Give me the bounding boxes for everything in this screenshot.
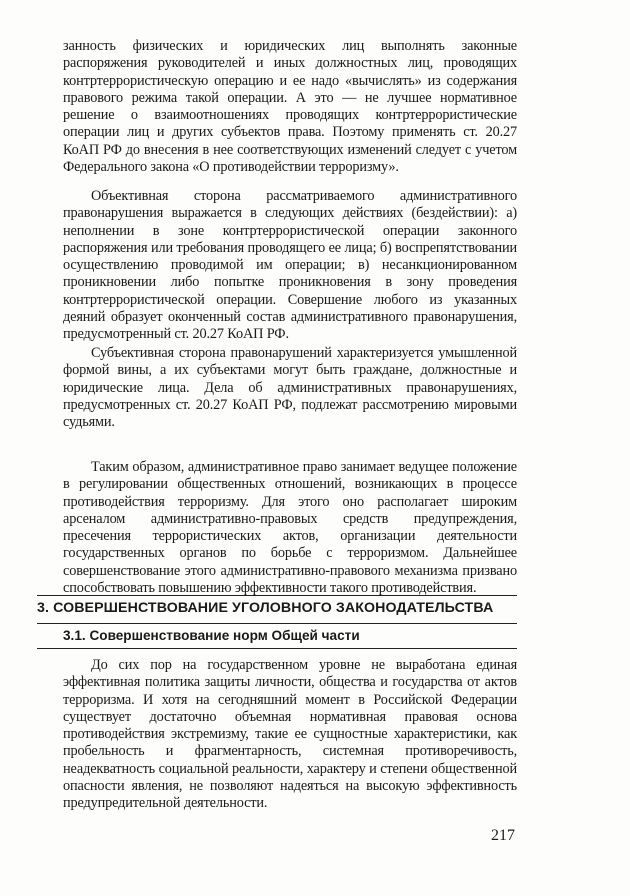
paragraph-continuation xyxy=(63,38,517,176)
paragraph-objective-side xyxy=(63,188,517,344)
paragraph-text: Субъективная сторона правонарушений характеризуется умышленной формой вины, а их субъектами могут быть граждане, должностные и юридические лица. Дела об административных правонарушениях, предусмотренных ст. 20.27 КоАП РФ, подлежат рассмотрению мировыми судьями. xyxy=(63,345,517,431)
paragraph-conclusion xyxy=(63,459,517,597)
paragraph-text: занность физических и юридических лиц выполнять законные распоряжения руководителей и иных должностных лиц, проводящих контртеррористическую операцию и ее надо «вычислять» из содержания правового режима такой операции. А это — не лучшее нормативное решение о взаимоотношениях проводящих контртеррористические операции лиц и других субъектов права. Поэтому применять ст. 20.27 КоАП РФ до внесения в нее соответствующих изменений следует с учетом Федерального закона «О противодействии терроризму». xyxy=(63,38,517,176)
section-rule-middle xyxy=(37,623,517,624)
paragraph-section-intro xyxy=(63,657,517,813)
page-number: 217 xyxy=(491,827,515,844)
section-rule-top xyxy=(37,595,517,596)
section-heading: 3. СОВЕРШЕНСТВОВАНИЕ УГОЛОВНОГО ЗАКОНОДАТЕЛЬСТВА xyxy=(37,600,494,616)
section-rule-bottom xyxy=(37,648,517,649)
paragraph-text: Таким образом, административное право занимает ведущее положение в регулировании общественных отношений, возникающих в процессе противодействия терроризму. Для этого оно располагает широким арсеналом административно-правовых средств предупреждения, пресечения террористических актов, организации деятельности государственных органов по борьбе с терроризмом. Дальнейшее совершенствование этого административно-правового механизма призвано способствовать повышению эффективности такого противодействия. xyxy=(63,459,517,597)
paragraph-text: До сих пор на государственном уровне не выработана единая эффективная политика защиты личности, общества и государства от актов терроризма. И хотя на сегодняшний момент в Российской Федерации существует достаточно объемная нормативная правовая основа противодействия экстремизму, такие ее сущностные характеристики, как пробельность и фрагментарность, системная противоречивость, неадекватность социальной реальности, характеру и степени общественной опасности явления, не позволяют надеяться на высокую эффективность предупредительной деятельности. xyxy=(63,657,517,812)
subsection-heading: 3.1. Совершенствование норм Общей части xyxy=(63,628,360,643)
paragraph-text: Объективная сторона рассматриваемого административного правонарушения выражается в следующих действиях (бездействии): а) неполнении в зоне контртеррористической операции законного распоряжения или требования проводящего ее лица; б) воспрепятствовании осуществлению проводимой им операции; в) несанкционированном проникновении либо попытке проникновения в зону проведения контртеррористической операции. Совершение любого из указанных деяний образует оконченный состав административного правонарушения, предусмотренный ст. 20.27 КоАП РФ. xyxy=(63,188,517,343)
paragraph-subjective-side xyxy=(63,345,517,431)
